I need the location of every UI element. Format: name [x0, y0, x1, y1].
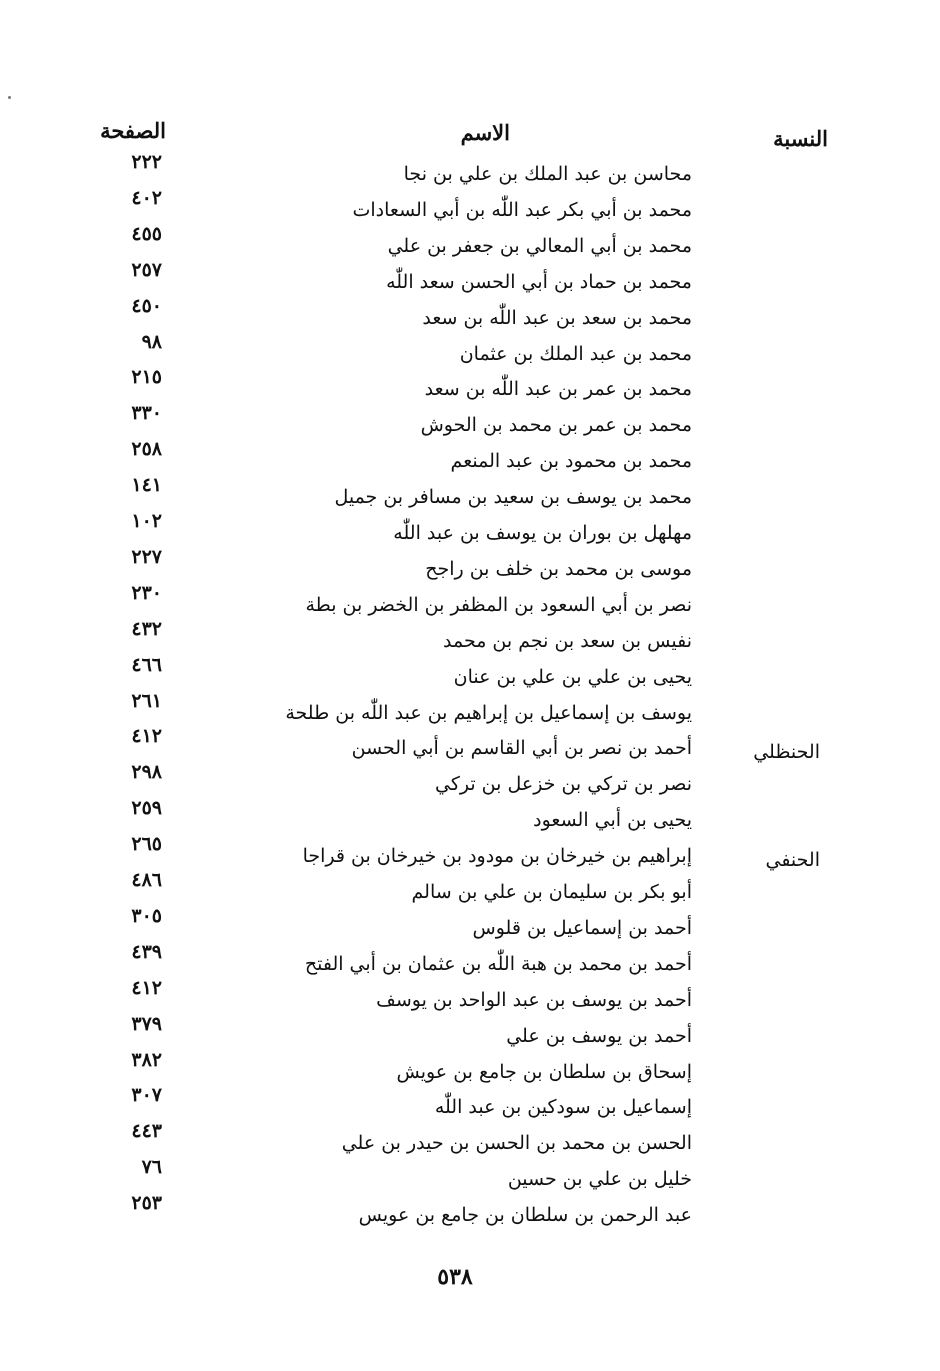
page-ref: ١٤١: [131, 474, 162, 497]
page-ref: ٤٤٣: [131, 1120, 162, 1143]
page-ref: ٤٦٦: [131, 653, 162, 676]
person-name: محمد بن محمود بن عبد المنعم: [450, 450, 692, 473]
person-name: محمد بن يوسف بن سعيد بن مسافر بن جميل: [334, 486, 692, 509]
page-ref: ٣٣٠: [131, 402, 162, 425]
person-name: أحمد بن نصر بن أبي القاسم بن أبي الحسن: [351, 737, 692, 760]
page-ref: ٢٣٠: [131, 581, 162, 604]
page-ref: ٢١٥: [131, 366, 162, 389]
person-name: نفيس بن سعد بن نجم بن محمد: [442, 629, 692, 652]
page-ref: ٤٨٦: [131, 869, 162, 891]
person-name: محمد بن حماد بن أبي الحسن سعد اللّٰه: [386, 270, 692, 293]
person-name: نصر بن أبي السعود بن المظفر بن الخضر بن بطة: [305, 593, 692, 616]
table-row: [0, 1192, 940, 1237]
page-ref: ٧٦: [141, 1156, 162, 1179]
person-name: محمد بن عبد الملك بن عثمان: [459, 342, 692, 365]
nisba-label: الحنظلي: [753, 741, 820, 764]
person-name: محمد بن أبي المعالي بن جعفر بن علي: [387, 234, 692, 257]
person-name: الحسن بن محمد بن الحسن بن حيدر بن علي: [341, 1132, 692, 1155]
person-name: خليل بن علي بن حسين: [507, 1168, 692, 1191]
page-ref: ٤٣٢: [131, 617, 162, 640]
scan-speck: [8, 96, 11, 99]
page-number: ٥٣٨: [437, 1264, 473, 1290]
column-header-nisba: النسبة: [773, 126, 828, 151]
person-name: أحمد بن محمد بن هبة اللّٰه بن عثمان بن أبي الفتح: [304, 952, 692, 975]
person-name: يوسف بن إسماعيل بن إبراهيم بن عبد اللّٰه بن طلحة: [285, 701, 692, 724]
page-ref: ٤٠٢: [131, 186, 162, 209]
person-name: أحمد بن إسماعيل بن قلوس: [472, 916, 692, 939]
page-ref: ٤٥٠: [131, 294, 162, 317]
person-name: إبراهيم بن خيرخان بن مودود بن خيرخان بن قراجا: [302, 845, 692, 868]
person-name: محمد بن سعد بن عبد اللّٰه بن سعد: [422, 306, 692, 329]
person-name: موسى بن محمد بن خلف بن راجح: [425, 557, 692, 580]
page-ref: ٩٨: [141, 330, 162, 353]
page-ref: ٤١٢: [131, 725, 162, 748]
page-ref: ٢٦٥: [131, 833, 162, 856]
person-name: إسماعيل بن سودكين بن عبد اللّٰه: [434, 1096, 692, 1119]
page-ref: ٢٢٢: [131, 151, 162, 173]
page-ref: ٢٥٣: [131, 1192, 162, 1215]
person-name: محاسن بن عبد الملك بن علي بن نجا: [403, 163, 692, 185]
person-name: محمد بن عمر بن عبد اللّٰه بن سعد: [424, 378, 692, 401]
column-header-name: الاسم: [460, 120, 510, 145]
page-ref: ٢٢٧: [131, 545, 162, 568]
page-ref: ٣٧٩: [131, 1012, 162, 1035]
person-name: محمد بن أبي بكر عبد اللّٰه بن أبي السعادات: [352, 198, 692, 221]
person-name: إسحاق بن سلطان بن جامع بن عويش: [396, 1060, 692, 1083]
page-ref: ٢٦١: [131, 689, 162, 712]
page-ref: ٤١٢: [131, 976, 162, 999]
person-name: محمد بن عمر بن محمد بن الحوش: [420, 414, 692, 437]
page-ref: ٣٠٥: [131, 904, 162, 927]
page-ref: ٣٨٢: [131, 1048, 162, 1071]
page-ref: ٢٩٨: [131, 761, 162, 784]
person-name: أبو بكر بن سليمان بن علي بن سالم: [411, 881, 692, 903]
person-name: أحمد بن يوسف بن علي: [506, 1024, 692, 1047]
page-ref: ٤٣٩: [131, 940, 162, 963]
page-ref: ٣٠٧: [131, 1084, 162, 1107]
person-name: نصر بن تركي بن خزعل بن تركي: [434, 773, 692, 796]
page-ref: ٢٥٧: [131, 258, 162, 281]
page-ref: ٤٥٥: [131, 222, 162, 245]
nisba-label: الحنفي: [765, 849, 820, 872]
person-name: يحيى بن علي بن علي بن عنان: [453, 665, 692, 688]
person-name: يحيى بن أبي السعود: [533, 809, 692, 832]
person-name: عبد الرحمن بن سلطان بن جامع بن عويس: [358, 1204, 692, 1227]
person-name: أحمد بن يوسف بن عبد الواحد بن يوسف: [376, 988, 692, 1011]
page-ref: ١٠٢: [131, 510, 162, 532]
page-ref: ٢٥٨: [131, 438, 162, 461]
person-name: مهلهل بن بوران بن يوسف بن عبد اللّٰه: [393, 522, 692, 544]
page-ref: ٢٥٩: [131, 797, 162, 820]
column-header-page: الصفحة: [100, 118, 166, 143]
